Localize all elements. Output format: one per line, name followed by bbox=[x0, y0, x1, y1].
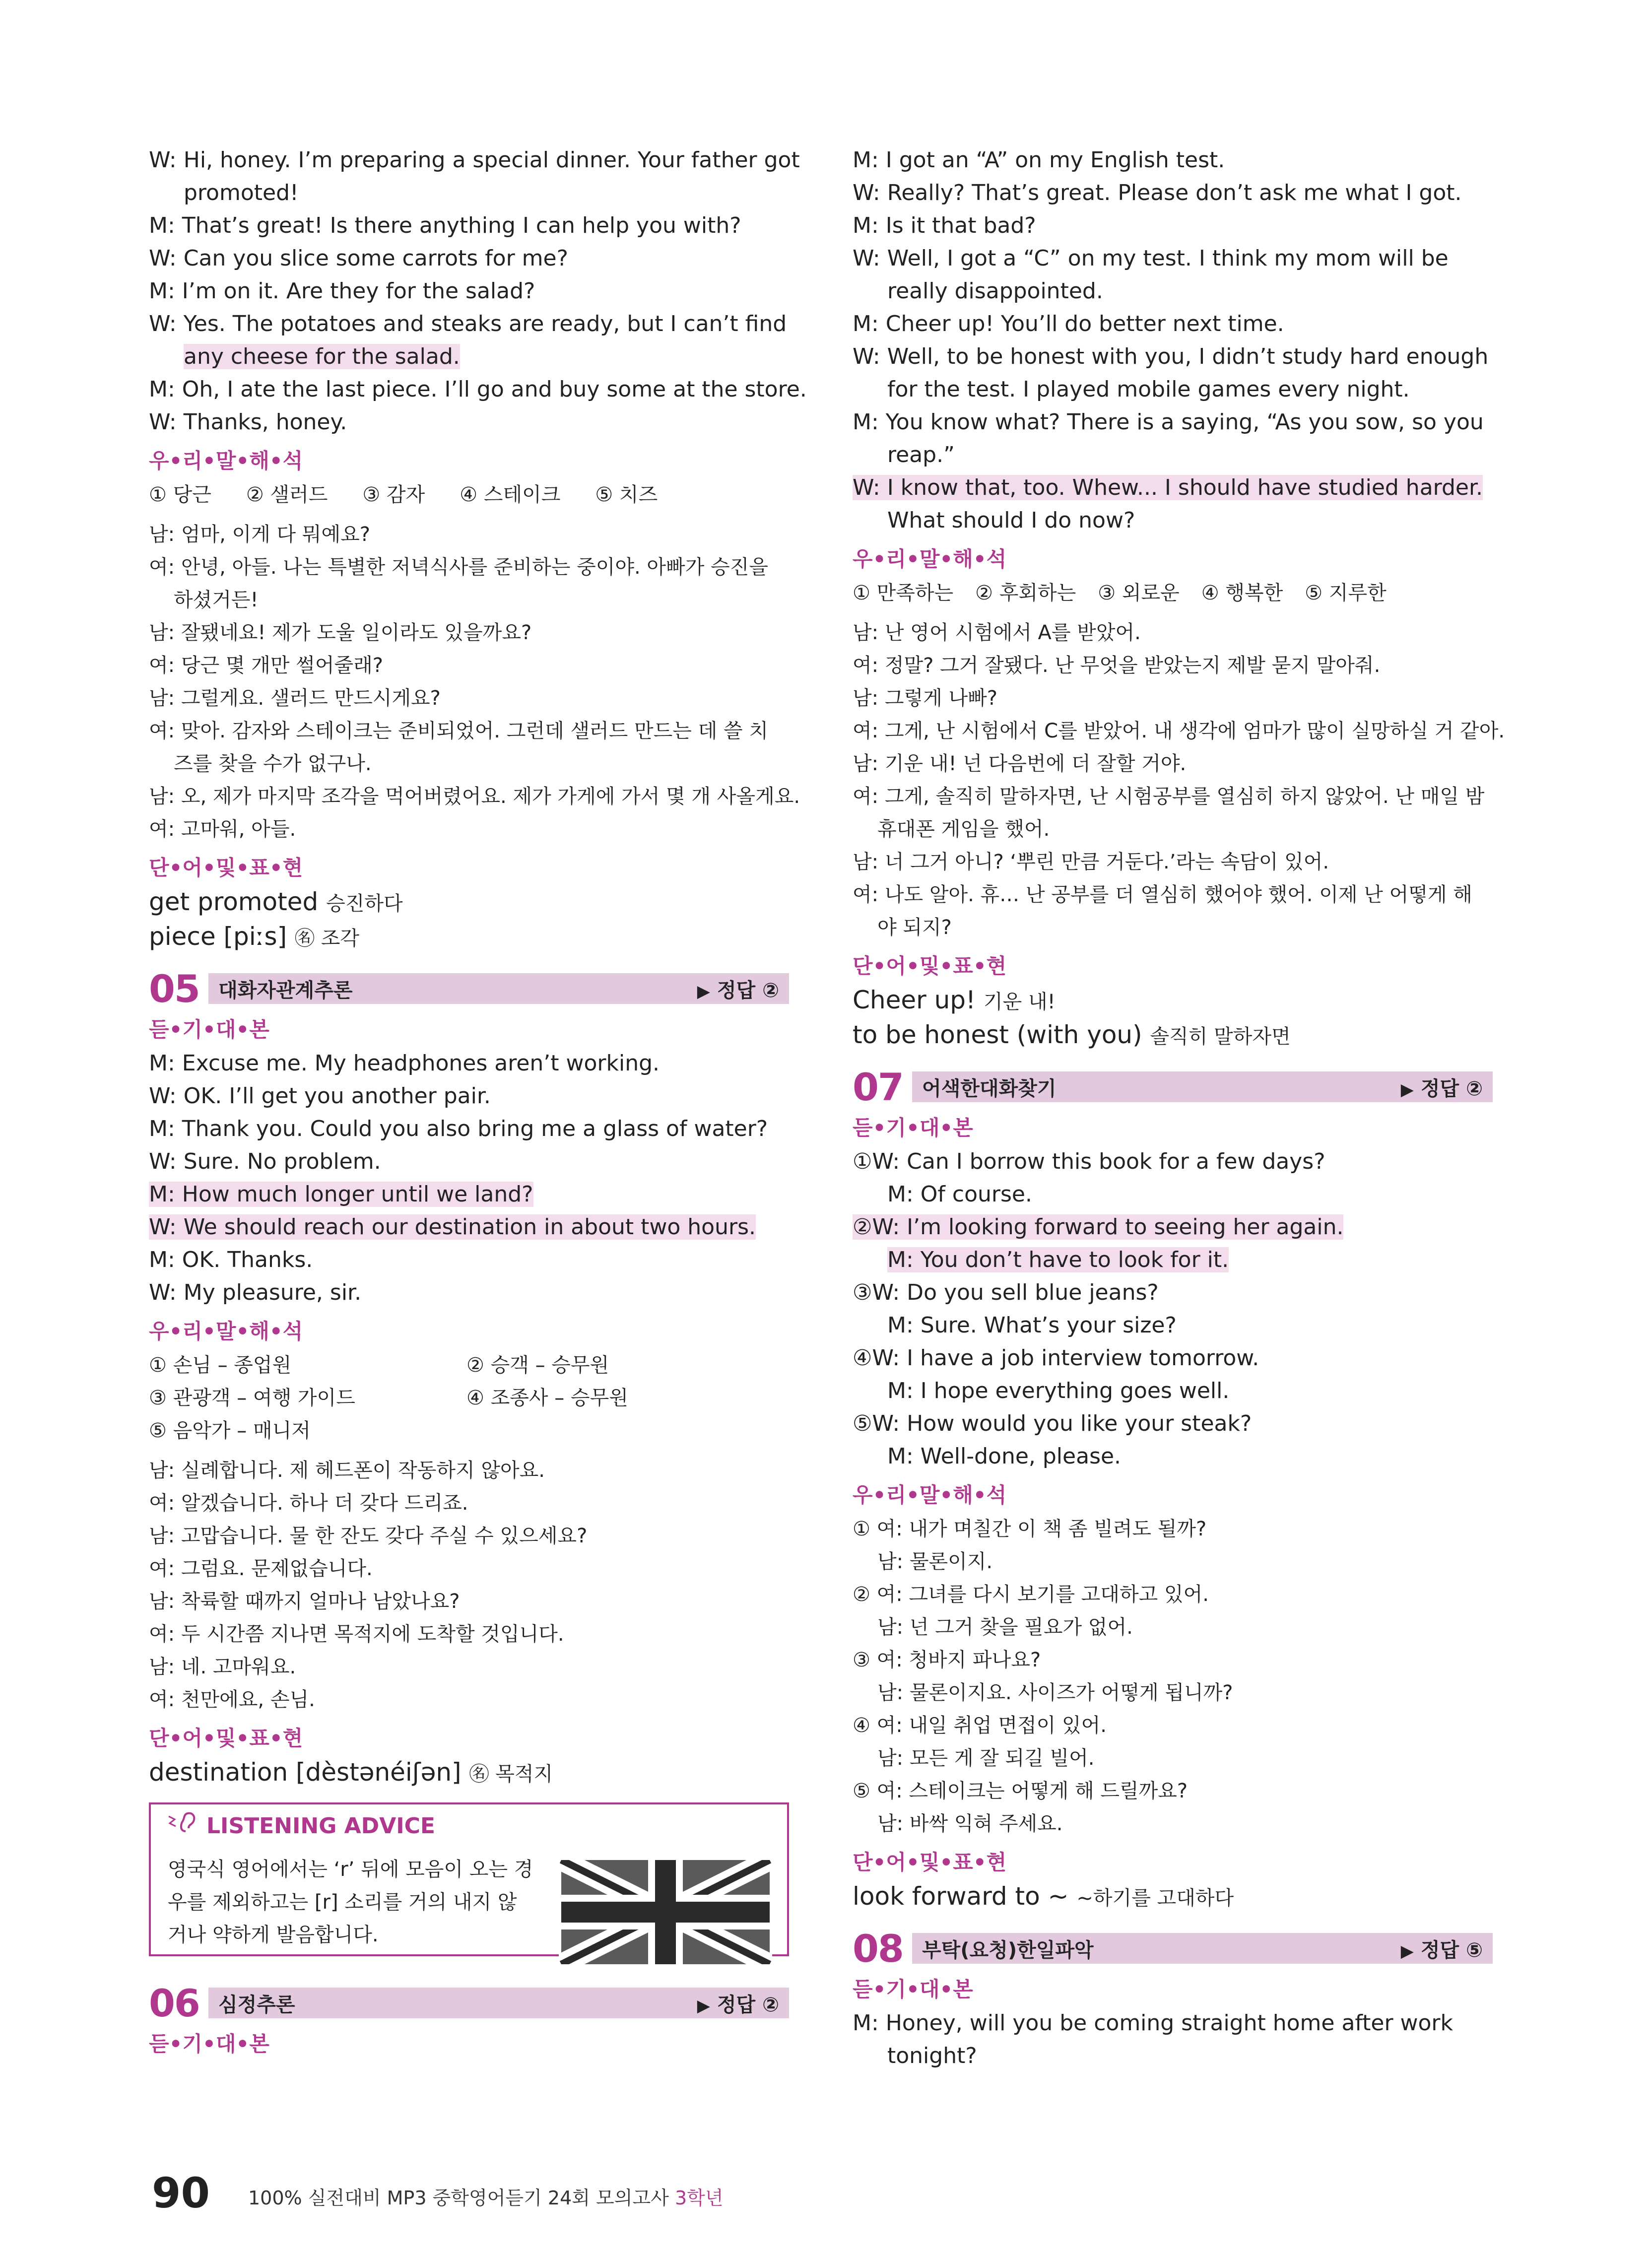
question-type: 대화자관계추론 bbox=[218, 979, 353, 1002]
dialogue-line: W: Well, I got a “C” on my test. I think my mom will be bbox=[853, 246, 1449, 271]
section-label-vocab: 단•어•및•표•현 bbox=[853, 954, 1007, 978]
section-label-translation: 우•리•말•해•석 bbox=[853, 1483, 1007, 1507]
translation-line: ④ 여: 내일 취업 면접이 있어. bbox=[853, 1714, 1107, 1737]
section-label-vocab: 단•어•및•표•현 bbox=[149, 856, 303, 880]
dialogue-line: M: Of course. bbox=[887, 1182, 1032, 1207]
dialogue-line: M: Oh, I ate the last piece. I’ll go and buy some at the store. bbox=[149, 377, 807, 402]
section-label-script: 듣•기•대•본 bbox=[853, 1977, 973, 2001]
option: ① 당근 bbox=[149, 483, 211, 506]
dialogue-line: M: Sure. What’s your size? bbox=[887, 1313, 1177, 1338]
answer-options bbox=[149, 1349, 789, 1447]
dialogue-line: W: Hi, honey. I’m preparing a special dinner. Your father got bbox=[149, 147, 800, 173]
translation-line: 여: 나도 알아. 휴… 난 공부를 더 열심히 했어야 했어. 이제 난 어떻게 해 bbox=[853, 883, 1472, 906]
answer-key: ▶ 정답 ② bbox=[697, 979, 779, 1002]
option: ② 샐러드 bbox=[246, 483, 328, 506]
section-label-translation: 우•리•말•해•석 bbox=[853, 547, 1007, 571]
translation-line: 남: 잘됐네요! 제가 도울 일이라도 있을까요? bbox=[149, 621, 532, 644]
option: ② 후회하는 bbox=[975, 582, 1076, 604]
dialogue-line: M: Is it that bad? bbox=[853, 213, 1036, 238]
section-label-translation: 우•리•말•해•석 bbox=[149, 1319, 303, 1343]
korean-translation-06 bbox=[853, 616, 1505, 944]
question-type: 부탁(요청)한일파악 bbox=[922, 1938, 1094, 1962]
option: ④ 행복한 bbox=[1201, 582, 1283, 604]
option: ④ 스테이크 bbox=[460, 483, 561, 506]
left-column bbox=[149, 144, 807, 2062]
dialogue-line: M: You know what? There is a saying, “As you sow, so you bbox=[853, 409, 1484, 435]
dialogue-line: M: Well-done, please. bbox=[887, 1444, 1122, 1469]
korean-translation-04 bbox=[149, 518, 800, 846]
footer-title: 100% 실전대비 MP3 중학영어듣기 24회 모의고사 3학년 bbox=[248, 2187, 724, 2209]
translation-line: 남: 실례합니다. 제 헤드폰이 작동하지 않아요. bbox=[149, 1459, 545, 1482]
dialogue-line: really disappointed. bbox=[887, 278, 1103, 304]
option: ① 손님 – 종업원 bbox=[149, 1354, 292, 1377]
advice-text: 영국식 영어에서는 ‘r’ 뒤에 모음이 오는 경우를 제외하고는 [r] 소리를 거의 내지 않거나 약하게 발음합니다. bbox=[168, 1858, 533, 1946]
question-header-05 bbox=[149, 966, 789, 1011]
right-column bbox=[853, 144, 1505, 2072]
vocab-term: Cheer up! bbox=[853, 986, 976, 1014]
section-label-script: 듣•기•대•본 bbox=[853, 1116, 973, 1140]
dialogue-line: M: OK. Thanks. bbox=[149, 1247, 313, 1272]
dialogue-line: M: Thank you. Could you also bring me a glass of water? bbox=[149, 1116, 768, 1141]
korean-translation-05 bbox=[149, 1454, 789, 1716]
translation-line: 휴대폰 게임을 했어. bbox=[877, 818, 1050, 841]
answer-key: ▶ 정답 ⑤ bbox=[1400, 1938, 1483, 1962]
section-label-translation: 우•리•말•해•석 bbox=[149, 449, 303, 473]
vocab-term: destination [dèstənéiʃən] bbox=[149, 1758, 462, 1787]
question-type-bar bbox=[208, 973, 789, 1004]
option: ③ 외로운 bbox=[1098, 582, 1180, 604]
translation-line: 여: 천만에요, 손님. bbox=[149, 1688, 315, 1711]
translation-line: 남: 그렇게 나빠? bbox=[853, 687, 997, 710]
translation-line: 여: 그게, 난 시험에서 C를 받았어. 내 생각에 엄마가 많이 실망하실 거 같아. bbox=[853, 720, 1505, 742]
union-jack-flag bbox=[559, 1860, 772, 1966]
dialogue-line: ①W: Can I borrow this book for a few days? bbox=[853, 1149, 1325, 1174]
translation-line: 여: 알겠습니다. 하나 더 갖다 드리죠. bbox=[149, 1492, 468, 1515]
vocab-entry bbox=[853, 984, 1493, 1018]
translation-line: 남: 넌 그거 찾을 필요가 없어. bbox=[877, 1616, 1133, 1639]
translation-line: 남: 오, 제가 마지막 조각을 먹어버렸어요. 제가 가게에 가서 몇 개 사올게요. bbox=[149, 785, 800, 808]
option: ⑤ 치즈 bbox=[595, 483, 658, 506]
vocab-meaning: ㊔ 목적지 bbox=[469, 1763, 553, 1786]
answer-key: ▶ 정답 ② bbox=[697, 1993, 779, 2016]
dialogue-line bbox=[149, 1178, 789, 1211]
dialogue-04 bbox=[149, 144, 807, 439]
question-number: 08 bbox=[853, 1926, 903, 1971]
translation-line: 남: 난 영어 시험에서 A를 받았어. bbox=[853, 621, 1141, 644]
translation-line: 남: 모든 게 잘 되길 빌어. bbox=[877, 1747, 1095, 1770]
dialogue-line: reap.” bbox=[887, 442, 955, 467]
vocab-meaning: 승진하다 bbox=[326, 892, 403, 915]
translation-line: 남: 물론이지. bbox=[877, 1550, 993, 1573]
dialogue-line: promoted! bbox=[184, 180, 299, 205]
vocab-meaning: 솔직히 말하자면 bbox=[1150, 1025, 1291, 1048]
translation-line: 여: 맞아. 감자와 스테이크는 준비되었어. 그런데 샐러드 만드는 데 쓸 치 bbox=[149, 720, 768, 742]
dialogue-line: ⑤W: How would you like your steak? bbox=[853, 1411, 1252, 1436]
question-number: 06 bbox=[149, 1981, 199, 2025]
answer-options bbox=[853, 577, 1493, 609]
dialogue-line: M: Excuse me. My headphones aren’t working. bbox=[149, 1051, 660, 1076]
play-triangle-icon: ▶ bbox=[1400, 1941, 1414, 1961]
option: ③ 감자 bbox=[362, 483, 425, 506]
dialogue-line: ④W: I have a job interview tomorrow. bbox=[853, 1345, 1259, 1371]
translation-line: 남: 너 그거 아니? ‘뿌린 만큼 거둔다.’라는 속담이 있어. bbox=[853, 851, 1329, 873]
translation-line: 남: 물론이지요. 사이즈가 어떻게 됩니까? bbox=[877, 1681, 1233, 1704]
translation-line: 여: 그게, 솔직히 말하자면, 난 시험공부를 열심히 하지 않았어. 난 매일 밤 bbox=[853, 785, 1485, 808]
highlight: any cheese for the salad. bbox=[184, 344, 460, 369]
dialogue-line: M: I hope everything goes well. bbox=[887, 1378, 1230, 1403]
vocab-meaning: 기운 내! bbox=[983, 991, 1056, 1013]
question-header-08 bbox=[853, 1926, 1493, 1971]
section-label-vocab: 단•어•및•표•현 bbox=[149, 1726, 303, 1750]
section-label-script: 듣•기•대•본 bbox=[149, 1017, 269, 1042]
dialogue-line bbox=[149, 340, 789, 373]
translation-line: 즈를 찾을 수가 없구나. bbox=[174, 752, 372, 775]
dialogue-line: M: That’s great! Is there anything I can help you with? bbox=[149, 213, 741, 238]
translation-line: ③ 여: 청바지 파나요? bbox=[853, 1649, 1041, 1671]
question-type-bar bbox=[912, 1933, 1493, 1964]
translation-line: 남: 네. 고마워요. bbox=[149, 1656, 296, 1678]
vocab-entry bbox=[149, 1756, 789, 1791]
dialogue-06 bbox=[853, 144, 1493, 537]
dialogue-line bbox=[853, 1244, 1493, 1276]
highlight: ②W: I’m looking forward to seeing her again. bbox=[853, 1214, 1344, 1240]
dialogue-line: W: Yes. The potatoes and steaks are ready, but I can’t find bbox=[149, 311, 787, 336]
dialogue-line: What should I do now? bbox=[887, 508, 1135, 533]
dialogue-07 bbox=[853, 1145, 1493, 1473]
dialogue-line: ③W: Do you sell blue jeans? bbox=[853, 1280, 1159, 1305]
dialogue-08 bbox=[853, 2007, 1493, 2072]
question-type-bar bbox=[912, 1071, 1493, 1102]
dialogue-05 bbox=[149, 1047, 789, 1309]
dialogue-line: M: Honey, will you be coming straight home after work bbox=[853, 2010, 1453, 2036]
dialogue-line: W: Thanks, honey. bbox=[149, 409, 347, 435]
dialogue-line: W: Really? That’s great. Please don’t ask me what I got. bbox=[853, 180, 1462, 205]
vocab-meaning: ~하기를 고대하다 bbox=[1076, 1887, 1234, 1910]
dialogue-line: W: Well, to be honest with you, I didn’t study hard enough bbox=[853, 344, 1489, 369]
question-type: 심정추론 bbox=[218, 1993, 295, 2016]
question-header-07 bbox=[853, 1064, 1493, 1109]
translation-line: 남: 엄마, 이게 다 뭐예요? bbox=[149, 523, 371, 546]
vocab-term: get promoted bbox=[149, 887, 319, 916]
vocab-entry bbox=[853, 1018, 1493, 1053]
translation-line: 야 되지? bbox=[877, 916, 952, 939]
answer-key: ▶ 정답 ② bbox=[1400, 1077, 1483, 1100]
section-label-vocab: 단•어•및•표•현 bbox=[853, 1850, 1007, 1874]
vocab-entry bbox=[853, 1880, 1493, 1915]
translation-line: 여: 두 시간쯤 지나면 목적지에 도착할 것입니다. bbox=[149, 1623, 564, 1646]
dialogue-line: for the test. I played mobile games every night. bbox=[887, 377, 1410, 402]
dialogue-line: M: Cheer up! You’ll do better next time. bbox=[853, 311, 1284, 336]
answer-options bbox=[149, 478, 789, 511]
vocab-entry bbox=[149, 920, 789, 955]
dialogue-line: W: Sure. No problem. bbox=[149, 1149, 381, 1174]
section-label-script: 듣•기•대•본 bbox=[149, 2032, 269, 2056]
translation-line: 여: 그럼요. 문제없습니다. bbox=[149, 1557, 373, 1580]
dialogue-line: tonight? bbox=[887, 2043, 977, 2068]
dialogue-line bbox=[149, 1211, 789, 1244]
translation-line: 여: 안녕, 아들. 나는 특별한 저녁식사를 준비하는 중이야. 아빠가 승진을 bbox=[149, 556, 768, 579]
vocab-term: piece [piːs] bbox=[149, 922, 287, 951]
advice-title: LISTENING ADVICE bbox=[166, 1809, 772, 1843]
vocab-term: look forward to ~ bbox=[853, 1882, 1069, 1911]
dialogue-line: M: I got an “A” on my English test. bbox=[853, 147, 1225, 173]
translation-line: 하셨거든! bbox=[174, 589, 259, 611]
dialogue-line: W: My pleasure, sir. bbox=[149, 1280, 362, 1305]
listening-advice-box bbox=[149, 1802, 789, 1956]
question-type: 어색한대화찾기 bbox=[922, 1077, 1057, 1100]
question-number: 07 bbox=[853, 1064, 903, 1109]
option: ⑤ 지루한 bbox=[1305, 582, 1387, 604]
question-number: 05 bbox=[149, 966, 199, 1011]
translation-line: 여: 당근 몇 개만 썰어줄래? bbox=[149, 654, 383, 677]
question-type-bar bbox=[208, 1988, 789, 2018]
option: ② 승객 – 승무원 bbox=[466, 1354, 609, 1377]
translation-line: 남: 고맙습니다. 물 한 잔도 갖다 주실 수 있으세요? bbox=[149, 1525, 588, 1547]
translation-line: 남: 착륙할 때까지 얼마나 남았나요? bbox=[149, 1590, 460, 1613]
translation-line: 남: 바싹 익혀 주세요. bbox=[877, 1812, 1063, 1835]
question-header-06 bbox=[149, 1981, 789, 2025]
translation-line: 남: 그럴게요. 샐러드 만드시게요? bbox=[149, 687, 441, 710]
highlight: M: You don’t have to look for it. bbox=[887, 1247, 1229, 1272]
translation-line: 여: 정말? 그거 잘됐다. 난 무엇을 받았는지 제발 묻지 말아줘. bbox=[853, 654, 1381, 677]
translation-line: 여: 고마워, 아들. bbox=[149, 818, 296, 841]
translation-line: 남: 기운 내! 넌 다음번에 더 잘할 거야. bbox=[853, 752, 1187, 775]
option: ④ 조종사 – 승무원 bbox=[466, 1387, 628, 1409]
vocab-entry bbox=[149, 885, 789, 920]
play-triangle-icon: ▶ bbox=[1400, 1079, 1414, 1100]
ear-icon bbox=[166, 1809, 200, 1843]
vocab-meaning: ㊔ 조각 bbox=[294, 927, 359, 950]
highlight: W: I know that, too. Whew... I should have studied harder. bbox=[853, 475, 1483, 500]
dialogue-line: W: OK. I’ll get you another pair. bbox=[149, 1083, 491, 1109]
translation-line: ⑤ 여: 스테이크는 어떻게 해 드릴까요? bbox=[853, 1780, 1188, 1802]
play-triangle-icon: ▶ bbox=[697, 1995, 710, 2016]
highlight: W: We should reach our destination in about two hours. bbox=[149, 1214, 756, 1240]
korean-translation-07 bbox=[853, 1513, 1493, 1840]
dialogue-line: W: Can you slice some carrots for me? bbox=[149, 246, 568, 271]
vocab-term: to be honest (with you) bbox=[853, 1020, 1142, 1049]
footer-grade: 3학년 bbox=[674, 2187, 724, 2209]
dialogue-line bbox=[853, 471, 1493, 504]
option: ⑤ 음악가 – 매니저 bbox=[149, 1419, 311, 1442]
option: ① 만족하는 bbox=[853, 582, 954, 604]
translation-line: ① 여: 내가 며칠간 이 책 좀 빌려도 될까? bbox=[853, 1518, 1207, 1540]
dialogue-line: M: I’m on it. Are they for the salad? bbox=[149, 278, 535, 304]
highlight: M: How much longer until we land? bbox=[149, 1182, 533, 1207]
dialogue-line bbox=[853, 1211, 1493, 1244]
play-triangle-icon: ▶ bbox=[697, 981, 710, 1001]
page-number: 90 bbox=[152, 2169, 210, 2217]
option: ③ 관광객 – 여행 가이드 bbox=[149, 1387, 355, 1409]
translation-line: ② 여: 그녀를 다시 보기를 고대하고 있어. bbox=[853, 1583, 1209, 1606]
